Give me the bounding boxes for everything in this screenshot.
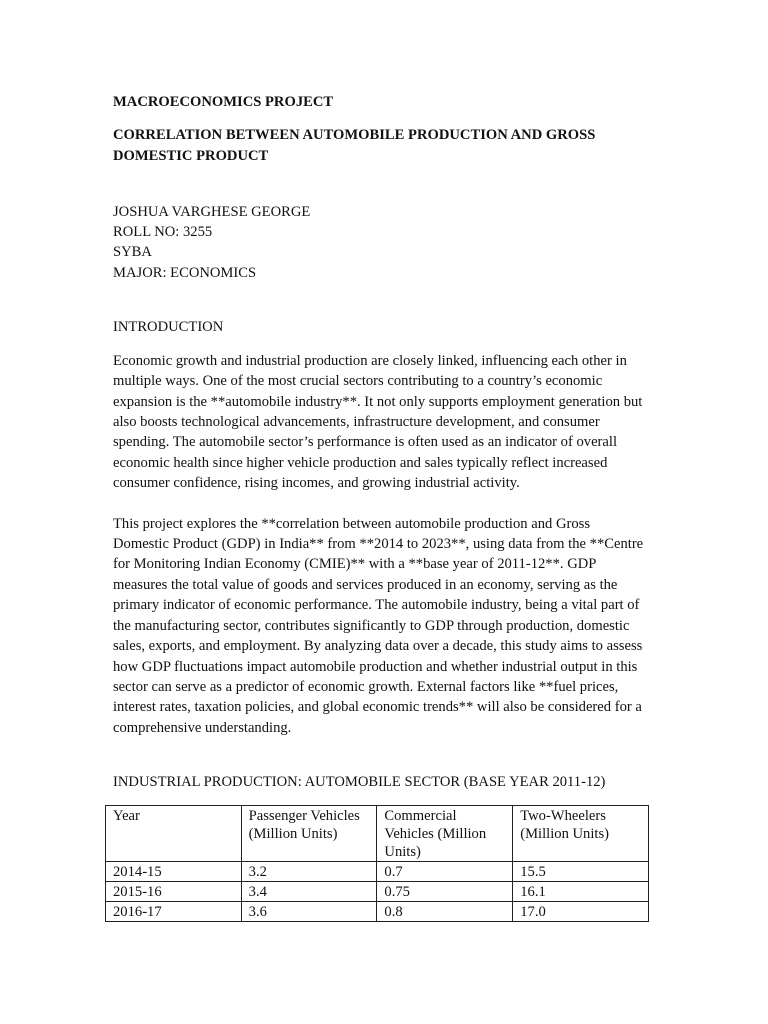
automobile-production-table xyxy=(105,805,649,922)
table-header-cell: Two-Wheelers (Million Units) xyxy=(513,806,649,862)
major: MAJOR: ECONOMICS xyxy=(113,264,257,281)
author-name: JOSHUA VARGHESE GEORGE xyxy=(113,204,311,220)
table-header-cell: Commercial Vehicles (Million Units) xyxy=(377,806,513,862)
table-cell: 2014-15 xyxy=(106,862,242,882)
table-row xyxy=(106,902,649,922)
table-cell: 3.4 xyxy=(241,882,377,902)
intro-paragraph-2: This project explores the **correlation between automobile production and Gross Domestic Product (GDP) in India** from **2014 to 2023**, using data from the **Centre for Monitoring Indian Economy (CMIE)** with a **base year of 2011-12**. GDP measures the total value of goods and services produced in an economy, serving as the primary indicator of economic performance. The automobile industry, being a vital part of the manufacturing sector, contributes significantly to GDP through production, domestic sales, exports, and employment. By analyzing data over a decade, this study aims to assess how GDP fluctuations impact automobile production and whether industrial output in this sector can serve as a predictor of economic growth. External factors like **fuel prices, interest rates, taxation policies, and global economic trends** will also be considered for a comprehensive understanding. xyxy=(113,515,644,736)
table-cell: 2016-17 xyxy=(106,902,242,922)
table-cell: 3.6 xyxy=(241,902,377,922)
table-cell: 0.8 xyxy=(377,902,513,922)
table-cell: 2015-16 xyxy=(106,882,242,902)
table-caption: INDUSTRIAL PRODUCTION: AUTOMOBILE SECTOR (BASE YEAR 2011-12) xyxy=(113,774,606,791)
introduction-heading: INTRODUCTION xyxy=(113,318,224,335)
table-cell: 17.0 xyxy=(513,902,649,922)
table-cell: 3.2 xyxy=(241,862,377,882)
document-page xyxy=(113,92,648,792)
table-header-cell: Year xyxy=(106,806,242,862)
document-title: MACROECONOMICS PROJECT xyxy=(113,94,334,110)
table-cell: 0.7 xyxy=(377,862,513,882)
table-cell: 15.5 xyxy=(513,862,649,882)
document-subtitle: CORRELATION BETWEEN AUTOMOBILE PRODUCTION AND GROSS DOMESTIC PRODUCT xyxy=(113,127,596,164)
table-row xyxy=(106,882,649,902)
author-block xyxy=(113,202,648,283)
table-cell: 0.75 xyxy=(377,882,513,902)
roll-number: ROLL NO: 3255 xyxy=(113,224,213,241)
table-row xyxy=(106,862,649,882)
table-header-cell: Passenger Vehicles (Million Units) xyxy=(241,806,377,862)
intro-paragraph-1: Economic growth and industrial production are closely linked, influencing each other in multiple ways. One of the most crucial sectors contributing to a country’s economic expansion is the **automobile industry**. It not only supports employment generation but also boosts technological advancements, infrastructure development, and consumer spending. The automobile sector’s performance is often used as an indicator of overall economic health since higher vehicle production and sales typically reflect increased consumer confidence, rising incomes, and growing industrial activity. xyxy=(113,352,643,492)
class-name: SYBA xyxy=(113,244,152,261)
table-header-row xyxy=(106,806,649,862)
table-cell: 16.1 xyxy=(513,882,649,902)
